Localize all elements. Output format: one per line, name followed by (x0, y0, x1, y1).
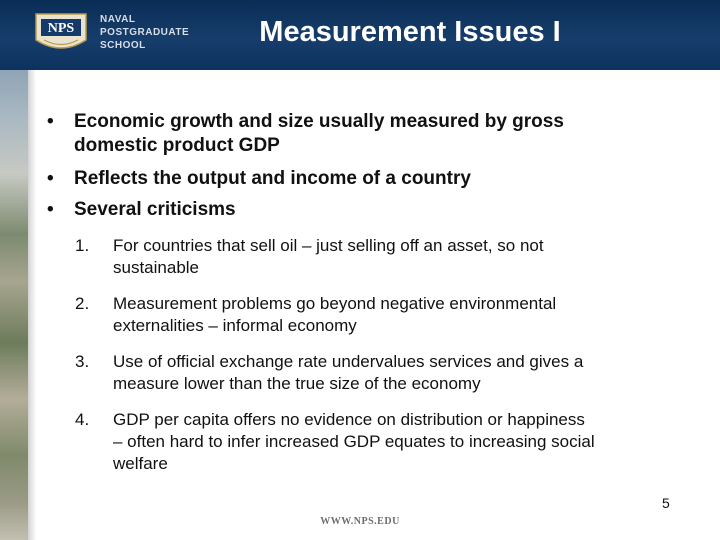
footer-url: WWW.NPS.EDU (320, 516, 400, 527)
item-text (113, 351, 583, 395)
item-line: – often hard to infer increased GDP equates to increasing social (113, 432, 595, 451)
item-line: welfare (113, 454, 168, 473)
item-number: 1. (75, 236, 90, 255)
header-band (0, 0, 720, 70)
item-line: GDP per capita offers no evidence on distribution or happiness (113, 410, 585, 429)
item-text (113, 409, 595, 475)
school-name-line: POSTGRADUATE (100, 27, 190, 38)
bullet-text: Reflects the output and income of a country (74, 168, 471, 189)
school-name-line: NAVAL (100, 14, 136, 25)
item-number: 3. (75, 352, 90, 371)
page-number: 5 (662, 495, 670, 511)
item-line: sustainable (113, 258, 200, 277)
photo-strip-shadow (28, 70, 36, 540)
bullet-marker: • (47, 168, 54, 189)
school-name-line: SCHOOL (100, 40, 146, 51)
bullet-marker: • (47, 111, 54, 132)
item-line: externalities – informal economy (113, 316, 357, 335)
bullet-item (47, 110, 687, 158)
item-text (113, 235, 544, 279)
item-line: Use of official exchange rate undervalues services and gives a (113, 352, 584, 371)
item-line: measure lower than the true size of the economy (113, 374, 481, 393)
slide-title: Measurement Issues I (259, 16, 561, 48)
bullet-item (47, 198, 687, 222)
nps-logo (30, 10, 92, 56)
bullet-text: Several criticisms (74, 199, 236, 220)
logo-text: NPS (47, 21, 75, 36)
school-name (100, 13, 189, 52)
bullet-item (47, 167, 687, 191)
bullet-text (74, 110, 564, 158)
item-number: 4. (75, 410, 90, 429)
item-number: 2. (75, 294, 90, 313)
bullet-line: domestic product GDP (74, 135, 280, 156)
item-line: Measurement problems go beyond negative environmental (113, 294, 557, 313)
item-text (113, 293, 556, 337)
item-line: For countries that sell oil – just selling off an asset, so not (113, 236, 544, 255)
campus-photo-strip (0, 70, 28, 540)
bullet-line: Economic growth and size usually measured by gross (74, 111, 564, 132)
bullet-marker: • (47, 199, 54, 220)
